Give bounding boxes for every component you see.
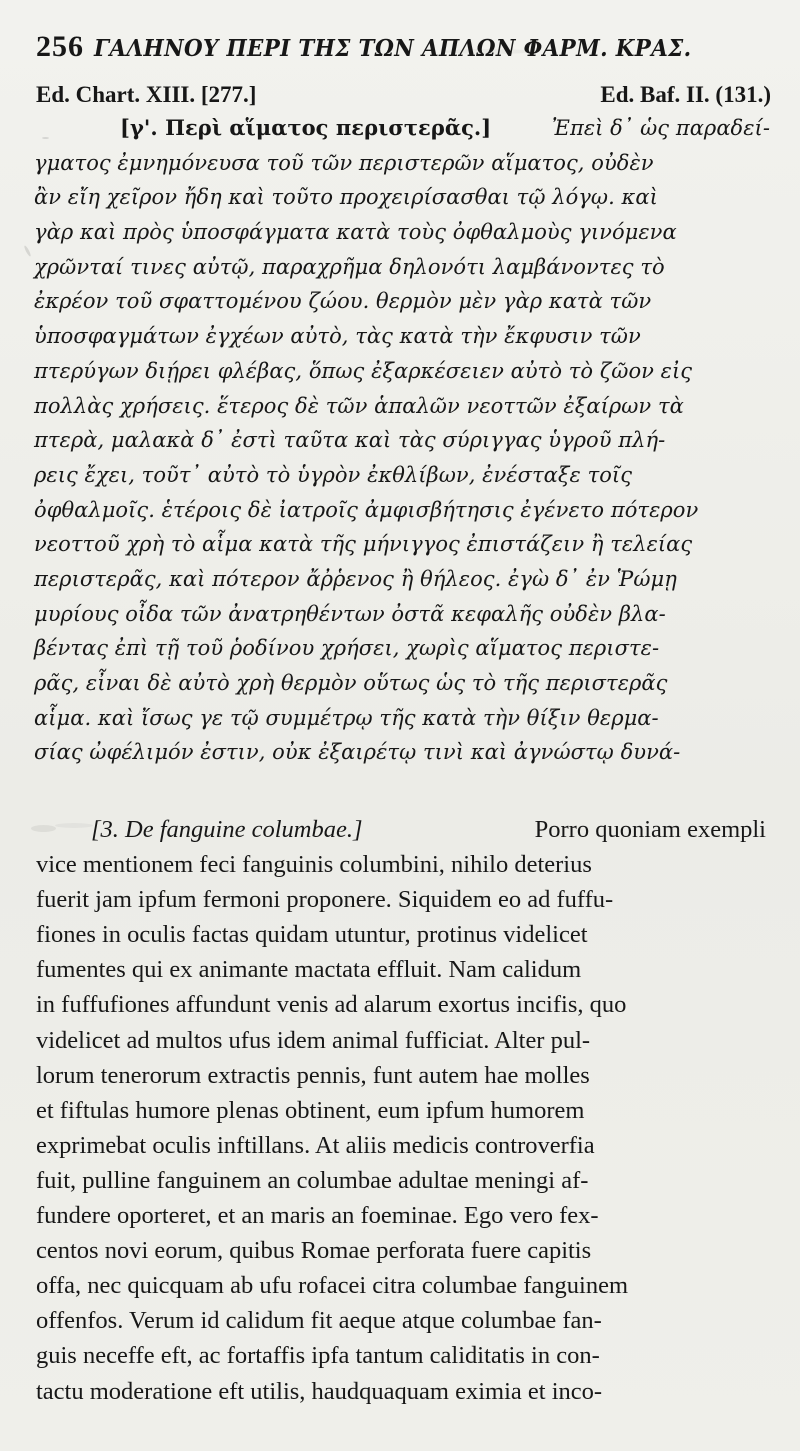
greek-text-line: πτερύγων διῄρει φλέβας, ὅπως ἐξαρκέσειεν αὐτὸ τὸ ζῶον εἰς — [34, 358, 693, 383]
latin-text-line: fiones in oculis factas quidam utuntur, protinus videlicet — [36, 921, 588, 949]
latin-text-line: in fuffufiones affundunt venis ad alarum exortus incifis, quo — [36, 991, 627, 1019]
latin-text-line: offa, nec quicquam ab ufu rofacei citra columbae fanguinem — [36, 1272, 629, 1300]
greek-text-line: ὑποσφαγμάτων ἐγχέων αὐτὸ, τὰς κατὰ τὴν ἔκφυσιν τῶν — [34, 324, 641, 349]
latin-section-heading-wrapper — [91, 812, 363, 847]
greek-text-line: σίας ὠφέλιμόν ἐστιν, οὐκ ἐξαιρέτῳ τινὶ καὶ ἀγνώστῳ δυνά- — [34, 740, 681, 765]
greek-text-line: πολλὰς χρήσεις. ἕτερος δὲ τῶν ἁπαλῶν νεοττῶν ἐξαίρων τὰ — [34, 393, 684, 418]
greek-text-line: περιστερᾶς, καὶ πότερον ἄῤῥενος ἢ θήλεος. ἐγὼ δ᾽ ἐν Ῥώμῃ — [34, 566, 677, 591]
edition-reference-line — [36, 82, 771, 114]
greek-text-line: ρεις ἔχει, τοῦτ᾽ αὐτὸ τὸ ὑγρὸν ἐκθλίβων, ἐνέσταξε τοῖς — [34, 462, 633, 487]
greek-text-line: ἂν εἴη χεῖρον ἤδη καὶ τοῦτο προχειρίσασθαι τῷ λόγῳ. καὶ — [34, 185, 658, 210]
greek-text-line: ρᾶς, εἶναι δὲ αὐτὸ χρὴ θερμὸν οὕτως ὡς τὸ τῆς περιστερᾶς — [34, 671, 668, 695]
greek-first-line — [34, 111, 770, 146]
latin-first-line-text: Porro quoniam exempli — [534, 816, 766, 843]
latin-text-line: fuerit jam ipfum fermoni proponere. Siquidem eo ad fuffu- — [36, 886, 614, 914]
edition-right-reference: Ed. Baf. II. (131.) — [600, 82, 771, 107]
greek-text-line: γὰρ καὶ πρὸς ὑποσφάγματα κατὰ τοὺς ὀφθαλμοὺς γινόμενα — [34, 220, 677, 245]
edition-left-reference: Ed. Chart. XIII. [277.] — [36, 82, 257, 107]
paper-speck — [23, 245, 31, 257]
greek-section-heading: [γ'. Περὶ αἵματος περιστερᾶς.] — [120, 115, 492, 140]
latin-text-block — [36, 812, 766, 1409]
greek-text-line: βέντας ἐπὶ τῇ τοῦ ῥοδίνου χρήσει, χωρὶς αἵματος περιστε- — [34, 636, 660, 661]
latin-text-line: et fiftulas humore plenas obtinent, eum ipfum humorem — [36, 1096, 585, 1124]
greek-text-line: ὀφθαλμοῖς. ἑτέροις δὲ ἰατροῖς ἀμφισβήτησις ἐγένετο πότερον — [34, 497, 699, 522]
running-header — [36, 30, 771, 74]
greek-text-block — [34, 111, 770, 770]
latin-text-line: fumentes qui ex animante mactata effluit. Nam calidum — [36, 956, 582, 984]
latin-text-line: offenfos. Verum id calidum fit aeque atque columbae fan- — [36, 1307, 602, 1335]
greek-text-line: πτερὰ, μαλακὰ δ᾽ ἐστὶ ταῦτα καὶ τὰς σύριγγας ὑγροῦ πλή- — [34, 428, 666, 453]
greek-text-line: γματος ἐμνημόνευσα τοῦ τῶν περιστερῶν αἵματος, οὐδὲν — [34, 150, 654, 175]
latin-text-line: centos novi eorum, quibus Romae perforata fuere capitis — [36, 1237, 592, 1265]
greek-text-line: νεοττοῦ χρὴ τὸ αἷμα κατὰ τῆς μήνιγγος ἐπιστάζειν ἢ τελείας — [34, 532, 693, 557]
latin-text-line: lorum tenerorum extractis pennis, funt autem hae molles — [36, 1061, 590, 1089]
latin-text-line: fuit, pulline fanguinem an columbae adultae meningi af- — [36, 1166, 589, 1194]
greek-text-line: αἷμα. καὶ ἴσως γε τῷ συμμέτρῳ τῆς κατὰ τὴν θίξιν θερμα- — [34, 705, 659, 730]
latin-text-line: exprimebat oculis inftillans. At aliis medicis controverfia — [36, 1131, 595, 1159]
greek-text-line: μυρίους οἶδα τῶν ἀνατρηθέντων ὀστᾶ κεφαλῆς οὐδὲν βλα- — [34, 601, 666, 626]
latin-text-line: tactu moderatione eft utilis, haudquaquam eximia et inco- — [36, 1377, 603, 1405]
page-number: 256 — [36, 30, 84, 63]
latin-first-line — [36, 812, 766, 847]
latin-section-heading: [3. De fanguine columbae.] — [91, 816, 363, 843]
greek-text-line: ἐκρέον τοῦ σφαττομένου ζώου. θερμὸν μὲν γὰρ κατὰ τῶν — [34, 289, 652, 314]
latin-text-line: guis neceffe eft, ac fortaffis ipfa tantum caliditatis in con- — [36, 1342, 600, 1370]
greek-first-line-text: Ἐπεὶ δ᾽ ὡς παραδεί- — [552, 116, 770, 140]
running-title: ΓΑΛΗΝΟΥ ΠΕΡΙ ΤΗΣ ΤΩΝ ΑΠΛΩΝ ΦΑΡΜ. ΚΡΑΣ. — [94, 35, 692, 62]
latin-text-line: fundere oporteret, et an maris an foeminae. Ego vero fex- — [36, 1202, 599, 1230]
greek-text-line: χρῶνταί τινες αὐτῷ, παραχρῆμα δηλονότι λαμβάνοντες τὸ — [34, 254, 665, 279]
latin-text-line: videlicet ad multos ufus idem animal fufficiat. Alter pul- — [36, 1026, 591, 1054]
latin-text-line: vice mentionem feci fanguinis columbini, nihilo deterius — [36, 851, 592, 879]
